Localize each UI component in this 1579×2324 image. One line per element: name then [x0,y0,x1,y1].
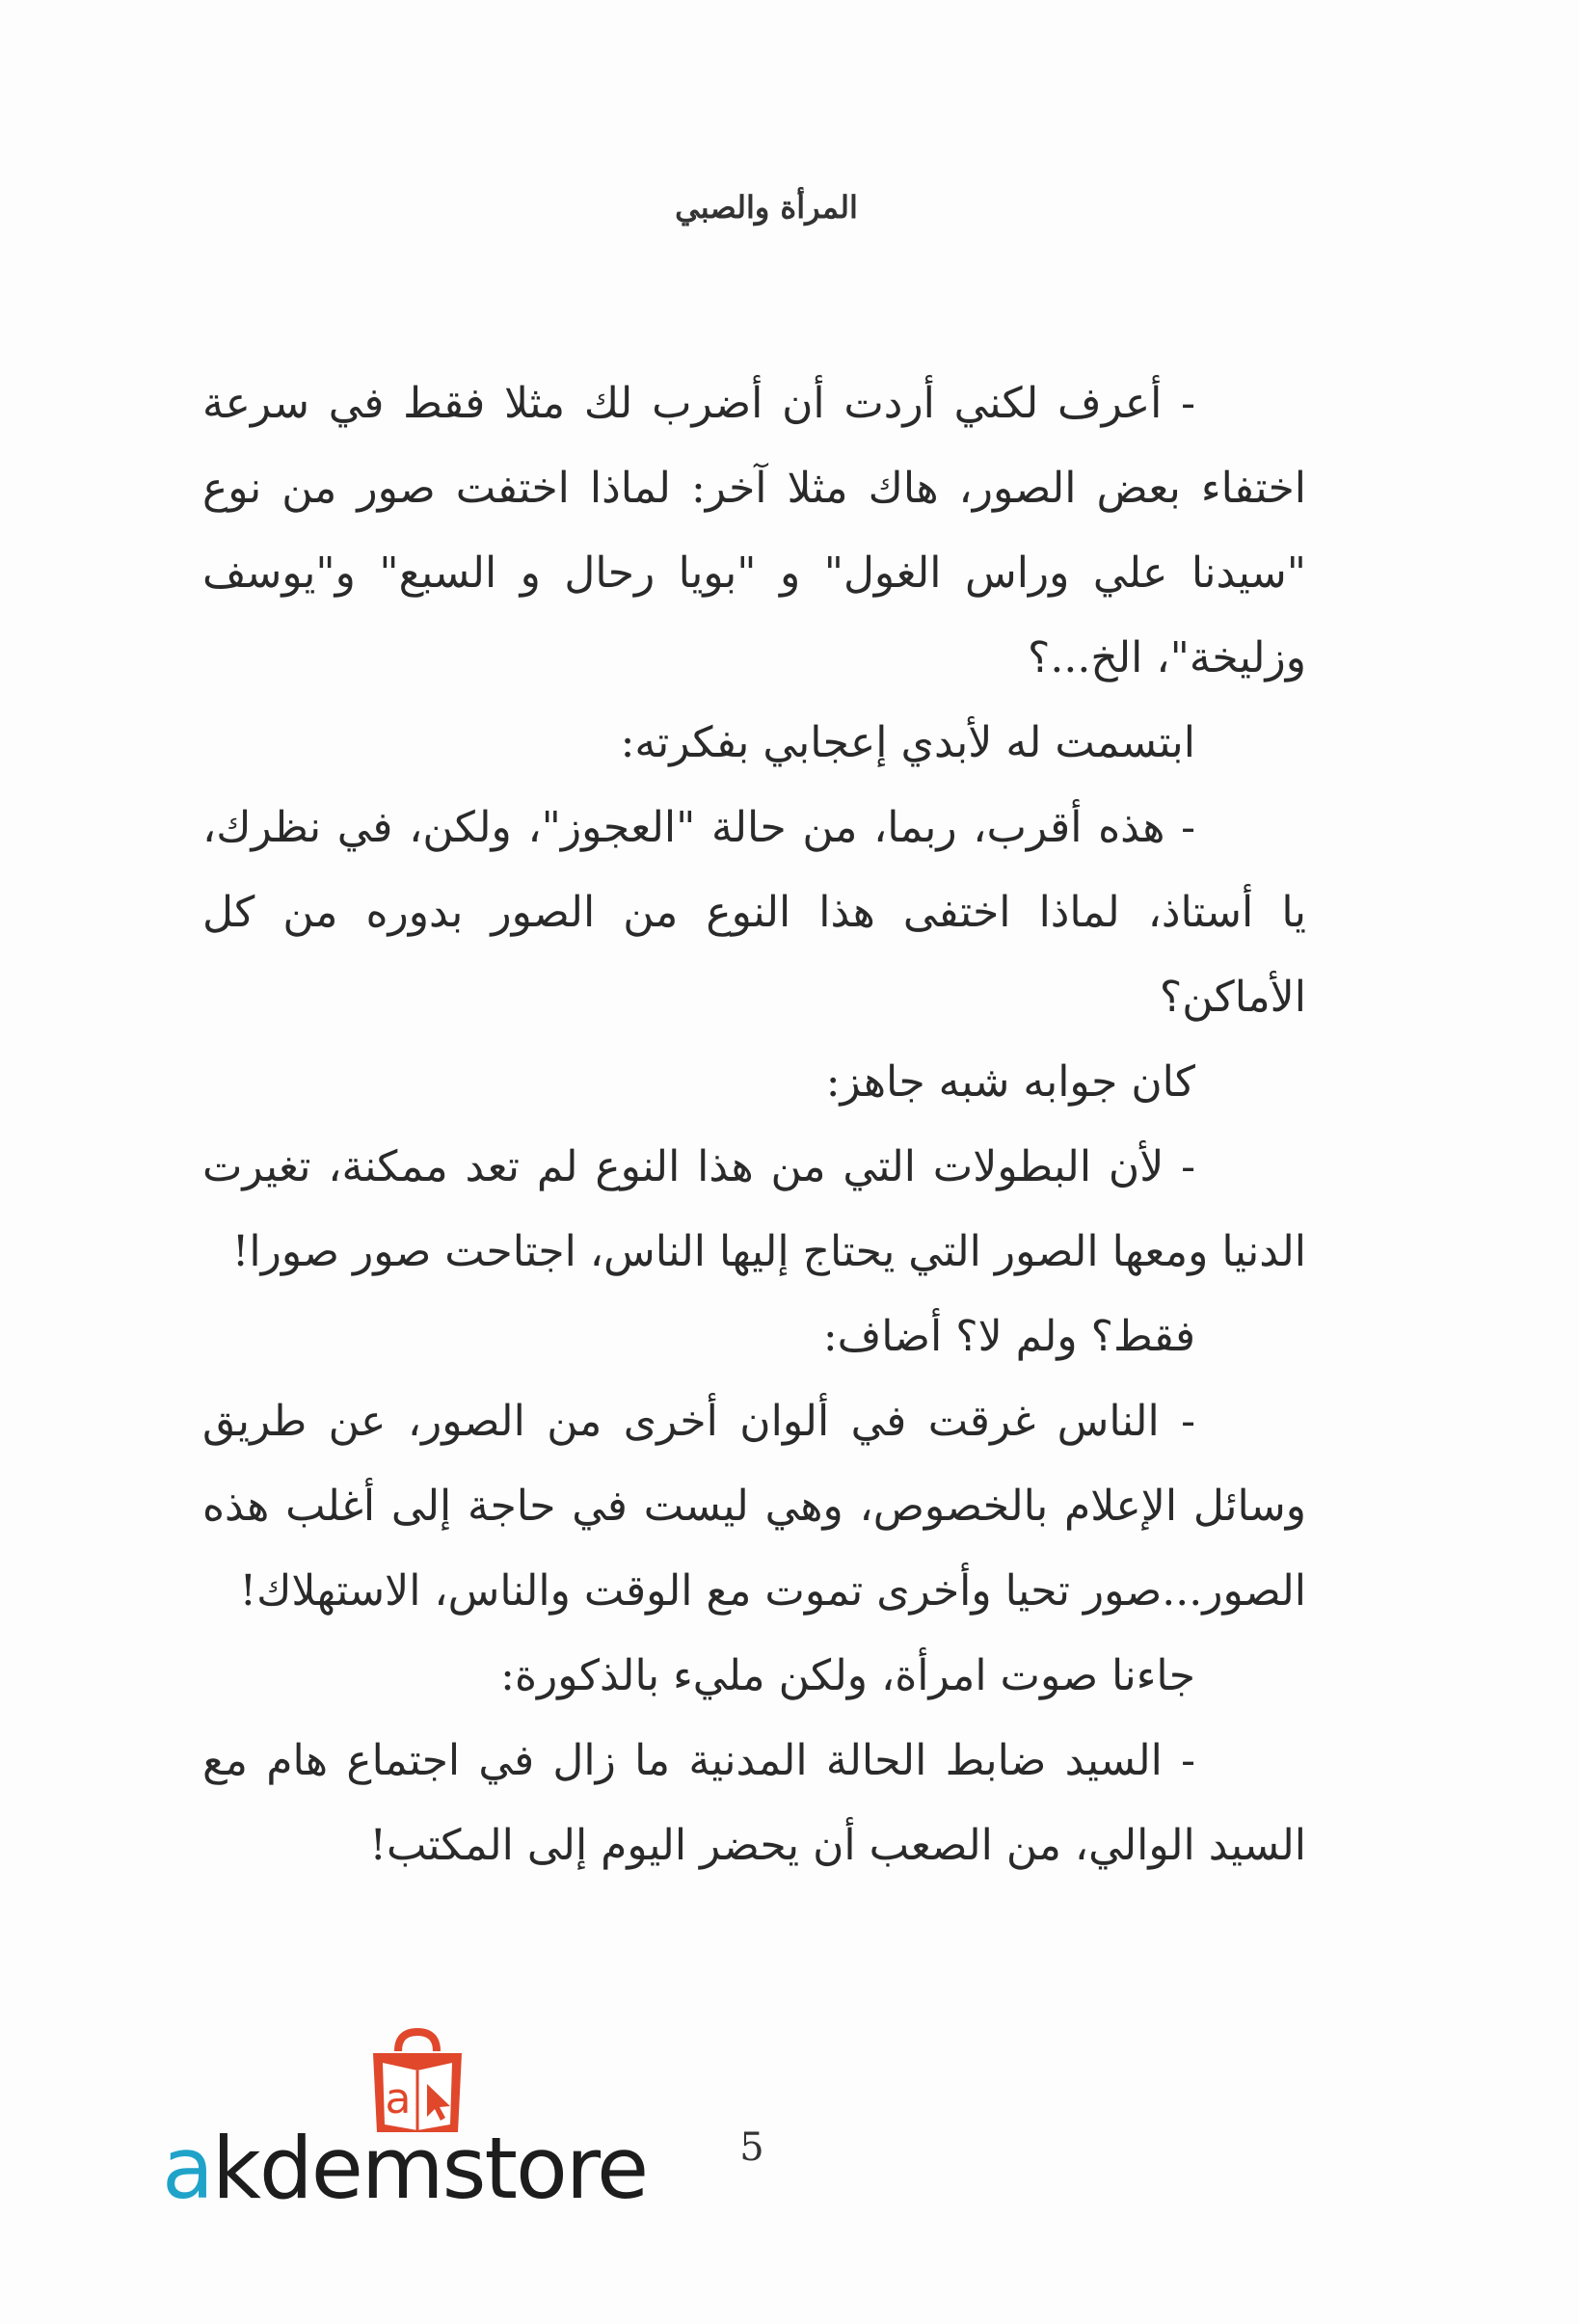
paragraph-narration: جاءنا صوت امرأة، ولكن مليء بالذكورة: [500,1651,1195,1700]
paragraph-dialogue: - لأن البطولات التي من هذا النوع لم تعد ممكنة، تغيرت الدنيا ومعها الصور التي يحتاج إليها الناس، اجتاحت صور صورا! [202,1142,1306,1276]
paragraph-dialogue: - السيد ضابط الحالة المدنية ما زال في اجتماع هام مع السيد الوالي، من الصعب أن يحضر اليوم إلى المكتب! [202,1736,1306,1870]
wordmark-a: a [162,2119,212,2218]
paragraph-narration: فقط؟ ولم لا؟ أضاف: [822,1312,1195,1361]
paragraph-dialogue: - أعرف لكني أردت أن أضرب لك مثلا فقط في سرعة اختفاء بعض الصور، هاك مثلا آخر: لماذا اختفت صور من نوع "سيدنا علي وراس الغول" و "بويا رحال و السبع" و"يوسف وزليخة"، الخ...؟ [202,379,1306,682]
store-wordmark [162,2116,647,2222]
body-text [202,361,1306,1888]
paragraph-dialogue: - هذه أقرب، ربما، من حالة "العجوز"، ولكن، في نظرك، يا أستاذ، لماذا اختفى هذا النوع من الصور بدوره من كل الأماكن؟ [202,803,1306,1022]
paragraph-dialogue: - الناس غرقت في ألوان أخرى من الصور، عن طريق وسائل الإعلام بالخصوص، وهي ليست في حاجة إلى أغلب هذه الصور...صور تحيا وأخرى تموت مع الوقت والناس، الاستهلاك! [202,1397,1306,1616]
wordmark-rest: kdemstore [211,2119,648,2218]
paragraph-narration: ابتسمت له لأبدي إعجابي بفكرته: [620,718,1195,767]
paragraph-narration: كان جوابه شبه جاهز: [825,1057,1195,1107]
store-watermark-logo [162,2024,663,2217]
page-number: 5 [739,2125,764,2170]
running-header: المرأة والصبي [675,189,858,226]
svg-text:a: a [385,2074,412,2124]
